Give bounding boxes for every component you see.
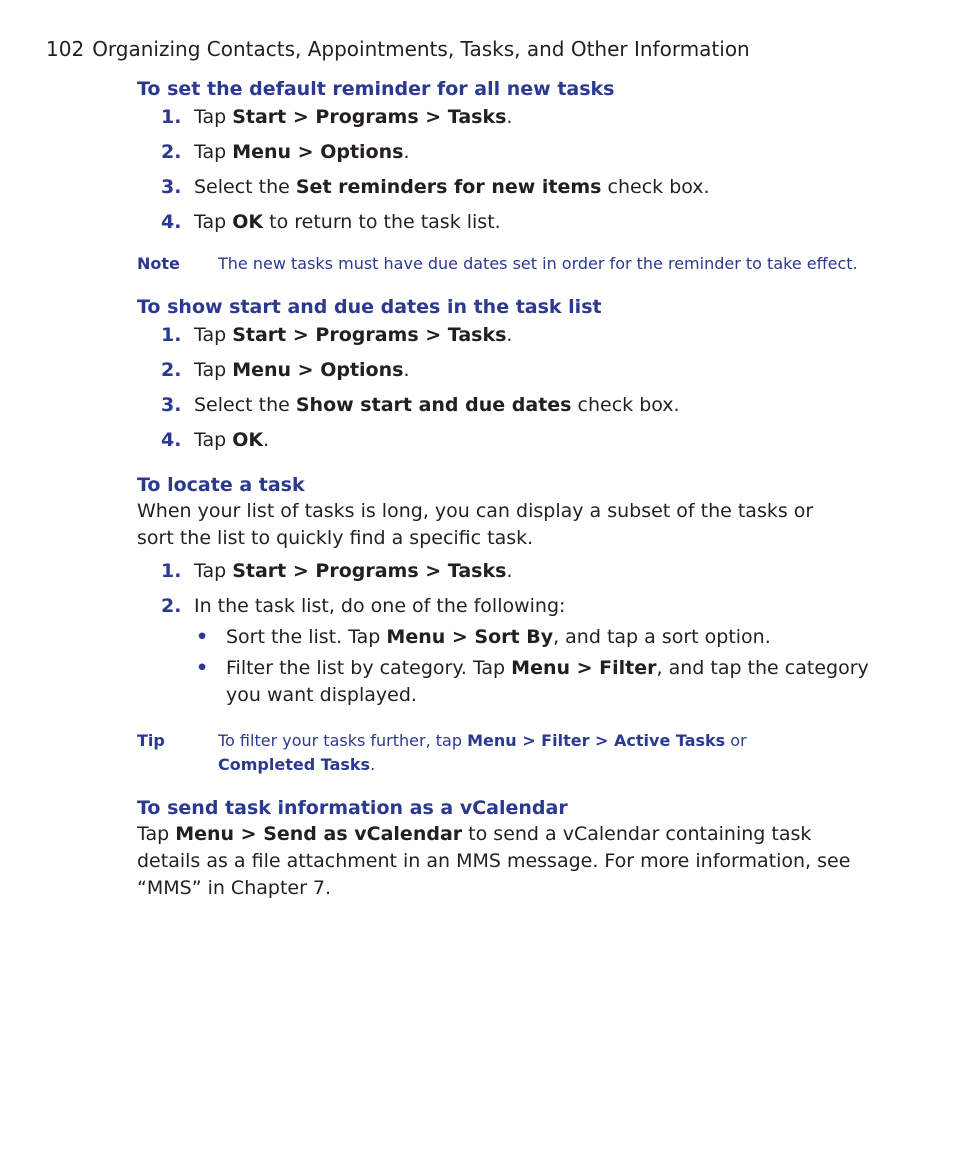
step-item	[137, 593, 877, 620]
step-number: 4.	[161, 211, 182, 233]
section-title-default-reminder: To set the default reminder for all new tasks	[137, 78, 615, 100]
step-text: Tap	[194, 359, 233, 381]
send-vcalendar-text	[137, 821, 862, 902]
step-command: Set reminders for new items	[295, 176, 602, 198]
step-command: Menu > Options	[232, 141, 404, 163]
step-text: In the task list, do one of the following:	[194, 595, 566, 617]
step-text: Select the	[194, 176, 296, 198]
tip-text-part: or	[725, 731, 747, 750]
step-number: 2.	[161, 359, 182, 381]
tip-callout	[137, 729, 877, 777]
note-text: The new tasks must have due dates set in order for the reminder to take effect.	[218, 254, 858, 273]
bullet-command: Menu > Sort By	[386, 626, 554, 648]
tip-text-part: To filter your tasks further, tap	[218, 731, 468, 750]
tip-command: Completed Tasks	[218, 755, 371, 774]
section-title-locate-task: To locate a task	[137, 474, 305, 496]
note-callout	[137, 252, 877, 276]
bullet-text: Sort the list. Tap	[226, 626, 387, 648]
step-text: check box.	[601, 176, 710, 198]
bullet-text: , and tap a sort option.	[553, 626, 771, 648]
step-command: OK	[232, 429, 264, 451]
section-title-show-dates: To show start and due dates in the task list	[137, 296, 602, 318]
step-item	[137, 209, 877, 236]
step-number: 1.	[161, 324, 182, 346]
step-text: .	[403, 141, 410, 163]
bullet-item	[137, 655, 877, 709]
step-number: 2.	[161, 595, 182, 617]
step-number: 3.	[161, 394, 182, 416]
page-number: 102	[46, 37, 85, 61]
bullet-list	[137, 624, 877, 709]
step-command: Show start and due dates	[295, 394, 572, 416]
step-number: 3.	[161, 176, 182, 198]
step-command: Menu > Options	[232, 359, 404, 381]
step-command: OK	[232, 211, 264, 233]
body-text-part: Tap	[137, 823, 176, 845]
step-command: Start > Programs > Tasks	[232, 106, 507, 128]
step-text: .	[263, 429, 270, 451]
locate-task-intro: When your list of tasks is long, you can display a subset of the tasks or sort the list to quickly find a specific task.	[137, 500, 814, 549]
step-item	[137, 558, 877, 585]
step-number: 1.	[161, 106, 182, 128]
steps-show-dates	[137, 322, 877, 454]
step-text: Tap	[194, 560, 233, 582]
step-item	[137, 427, 877, 454]
bullet-text: , and tap the category you want displayed.	[226, 657, 869, 706]
bullet-command: Menu > Filter	[511, 657, 657, 679]
step-text: .	[403, 359, 410, 381]
bullet-item	[137, 624, 877, 651]
body-command: Menu > Send as vCalendar	[175, 823, 463, 845]
step-number: 2.	[161, 141, 182, 163]
page-content	[137, 76, 877, 902]
section-title-send-vcalendar: To send task information as a vCalendar	[137, 797, 568, 819]
step-item	[137, 322, 877, 349]
bullet-marker: •	[196, 657, 209, 679]
step-command: Start > Programs > Tasks	[232, 560, 507, 582]
step-item	[137, 139, 877, 166]
tip-command: Menu > Filter > Active Tasks	[467, 731, 726, 750]
body-text-part: to send a vCalendar containing task details as a file attachment in an MMS message. For more information, see “MMS” in Chapter 7.	[137, 823, 851, 899]
step-text: .	[506, 560, 513, 582]
steps-default-reminder	[137, 104, 877, 236]
step-text: .	[506, 106, 513, 128]
step-text: Select the	[194, 394, 296, 416]
step-item	[137, 357, 877, 384]
step-text: .	[506, 324, 513, 346]
bullet-marker: •	[196, 626, 209, 648]
step-text: Tap	[194, 106, 233, 128]
note-label: Note	[137, 254, 180, 273]
step-number: 4.	[161, 429, 182, 451]
step-text: Tap	[194, 141, 233, 163]
step-text: Tap	[194, 211, 233, 233]
tip-text-part: .	[370, 755, 376, 774]
step-text: Tap	[194, 429, 233, 451]
step-item	[137, 392, 877, 419]
steps-locate-task	[137, 558, 877, 620]
step-text: to return to the task list.	[263, 211, 501, 233]
tip-text	[218, 729, 848, 777]
step-command: Start > Programs > Tasks	[232, 324, 507, 346]
step-item	[137, 174, 877, 201]
step-text: check box.	[571, 394, 680, 416]
bullet-text: Filter the list by category. Tap	[226, 657, 512, 679]
chapter-title: Organizing Contacts, Appointments, Tasks, and Other Information	[92, 37, 750, 61]
step-item	[137, 104, 877, 131]
tip-label: Tip	[137, 731, 165, 750]
step-text: Tap	[194, 324, 233, 346]
step-number: 1.	[161, 560, 182, 582]
running-header	[46, 37, 750, 61]
